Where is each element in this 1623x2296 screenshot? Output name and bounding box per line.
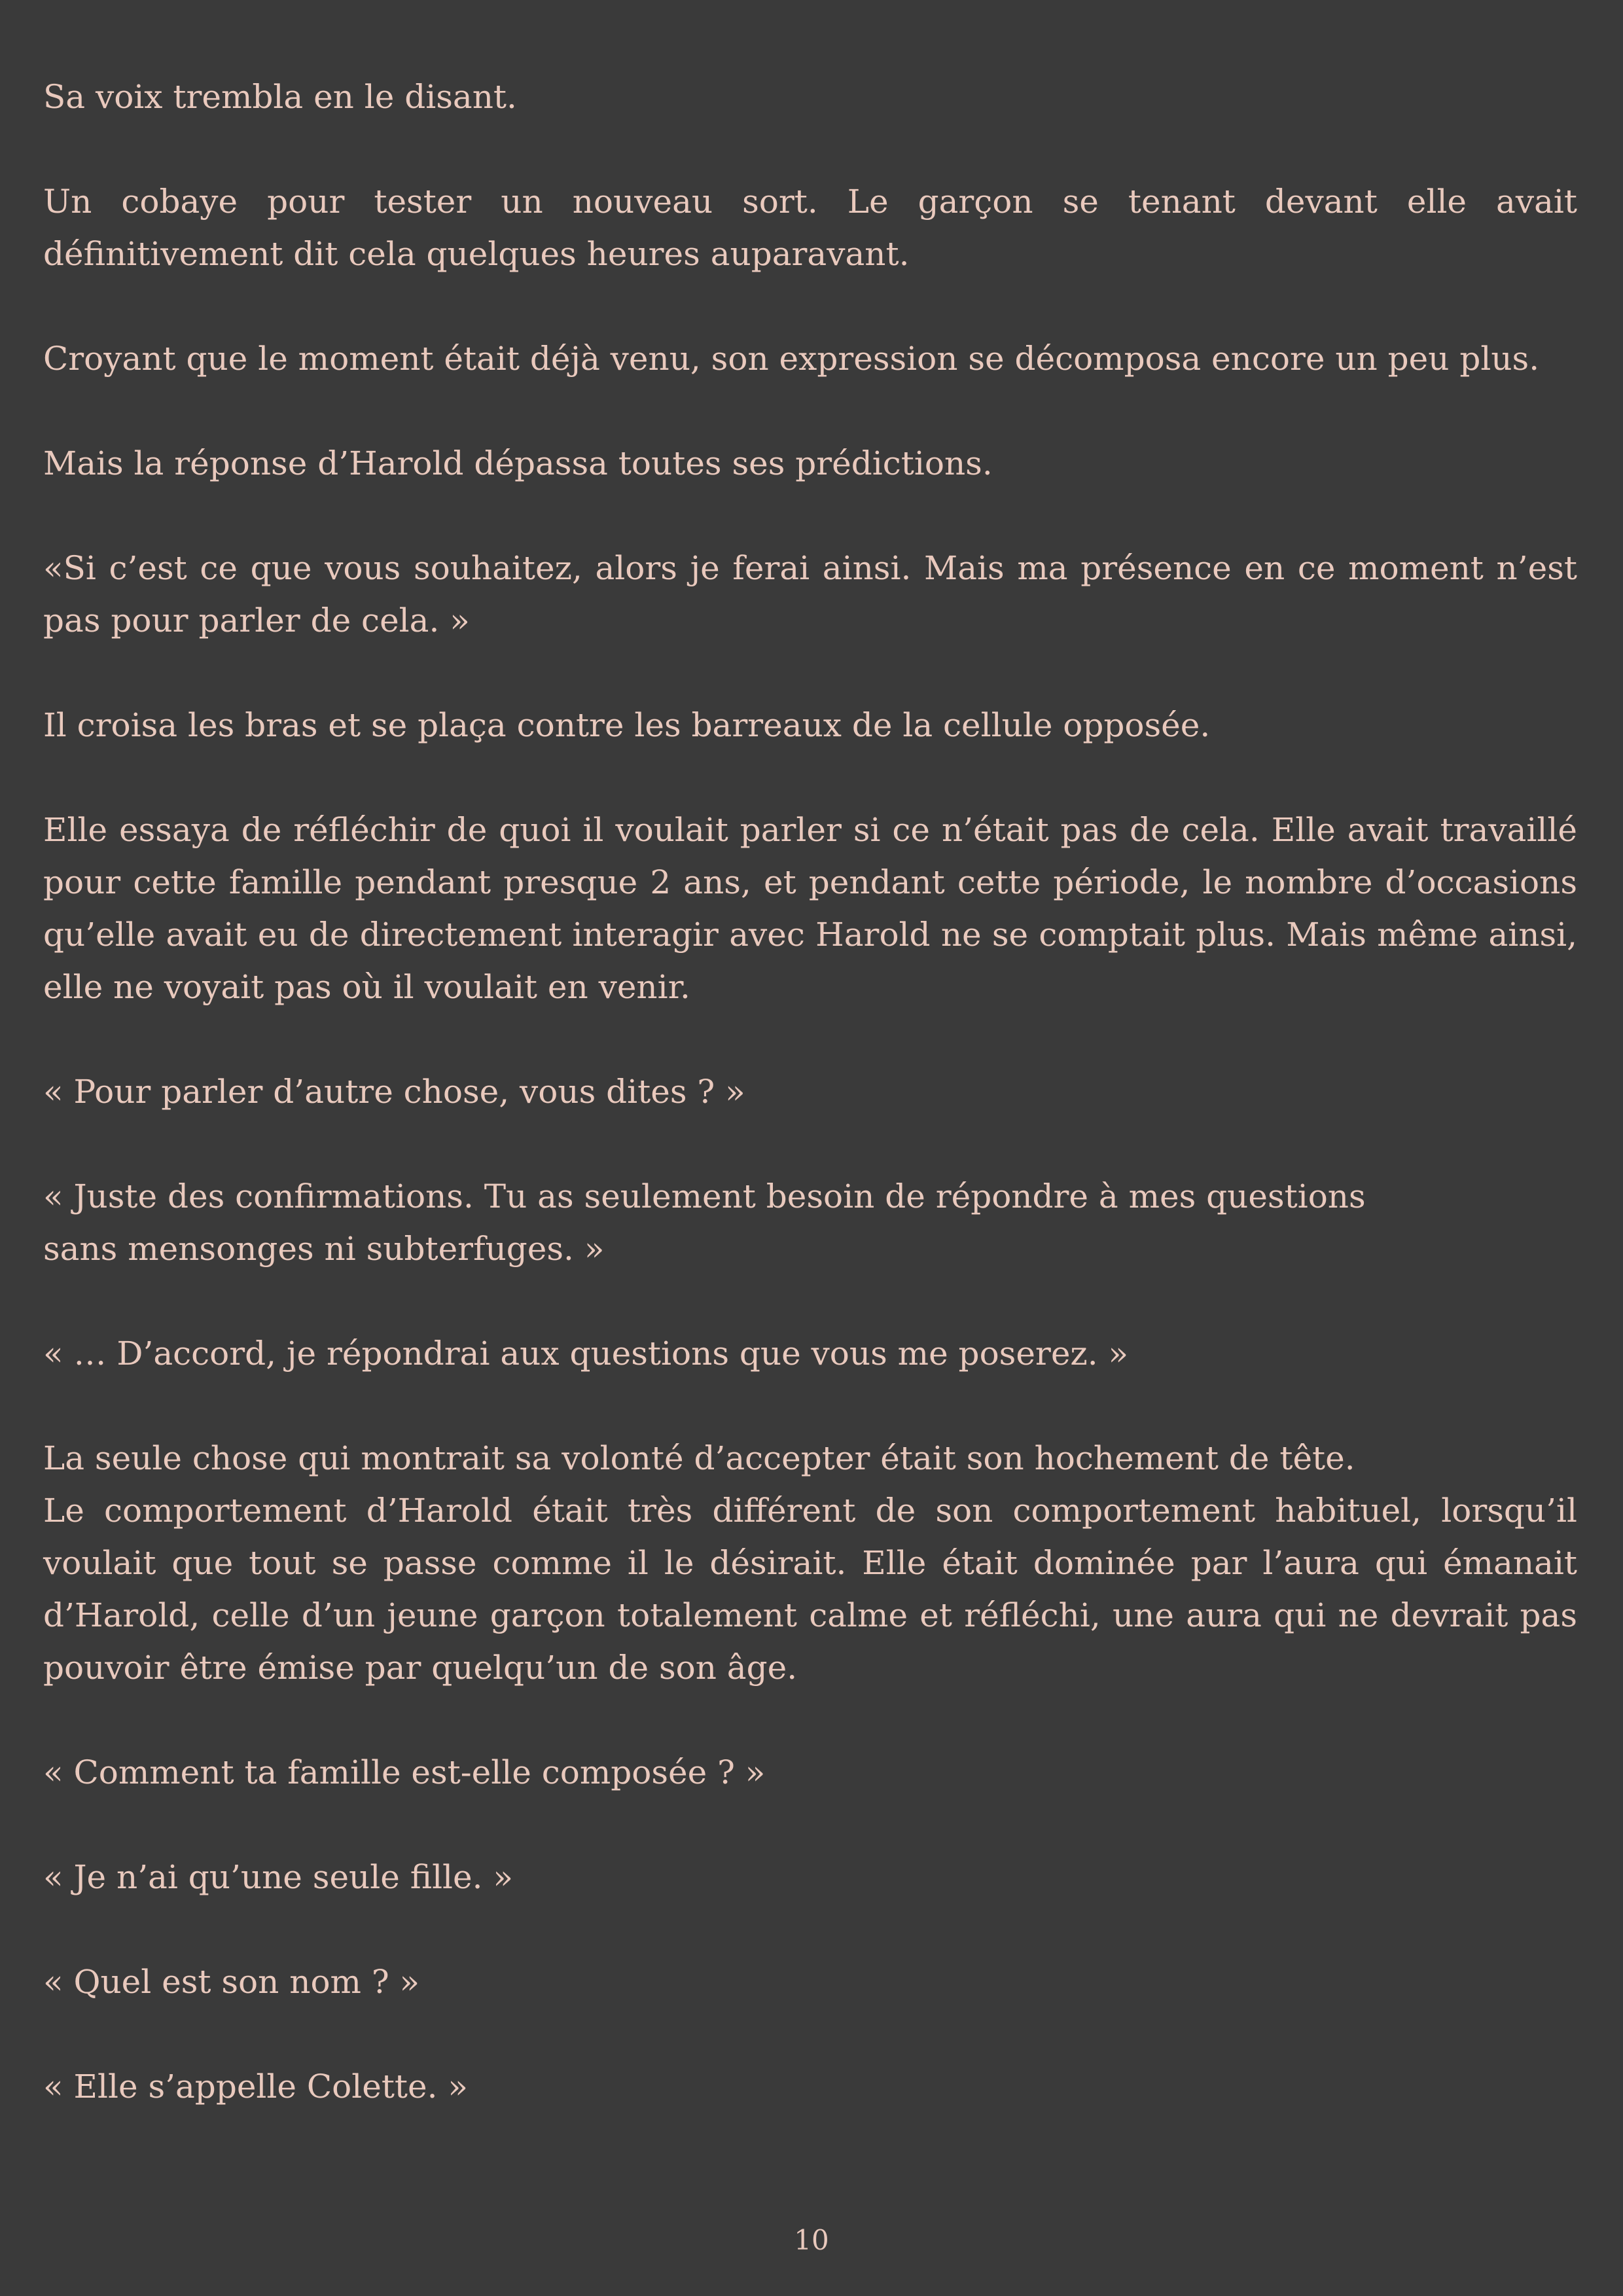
paragraph: « Pour parler d’autre chose, vous dites ? » bbox=[43, 1073, 745, 1111]
paragraph-line: sans mensonges ni subterfuges. » bbox=[43, 1230, 605, 1268]
page-number: 10 bbox=[794, 2224, 829, 2256]
paragraph: Mais la réponse d’Harold dépassa toutes ses prédictions. bbox=[43, 444, 993, 482]
paragraph: « Elle s’appelle Colette. » bbox=[43, 2068, 468, 2106]
paragraph: « Quel est son nom ? » bbox=[43, 1963, 420, 2001]
paragraph-line: « Juste des confirmations. Tu as seulement besoin de répondre à mes questions bbox=[43, 1177, 1366, 1215]
paragraph-line: La seule chose qui montrait sa volonté d’accepter était son hochement de tête. bbox=[43, 1439, 1355, 1477]
paragraph bbox=[43, 1432, 1577, 1694]
paragraph: Un cobaye pour tester un nouveau sort. Le garçon se tenant devant elle avait définitivement dit cela quelques heures auparavant. bbox=[43, 183, 1577, 273]
paragraph: Il croisa les bras et se plaça contre les barreaux de la cellule opposée. bbox=[43, 706, 1211, 744]
paragraph-line: Le comportement d’Harold était très différent de son comportement habituel, lorsqu’il voulait que tout se passe comme il le désirait. Elle était dominée par l’aura qui émanait d’Harold, celle d’un jeune garçon totalement calme et réfléchi, une aura qui ne devrait pas pouvoir être émise par quelqu’un de son âge. bbox=[43, 1492, 1577, 1687]
paragraph: Elle essaya de réfléchir de quoi il voulait parler si ce n’était pas de cela. Elle avait travaillé pour cette famille pendant presque 2 ans, et pendant cette période, le nombre d’occasions qu’elle avait eu de directement interagir avec Harold ne se comptait plus. Mais même ainsi, elle ne voyait pas où il voulait en venir. bbox=[43, 811, 1577, 1006]
paragraph: Croyant que le moment était déjà venu, son expression se décomposa encore un peu plus. bbox=[43, 340, 1540, 378]
paragraph: Sa voix trembla en le disant. bbox=[43, 78, 517, 116]
paragraph: « … D’accord, je répondrai aux questions que vous me poserez. » bbox=[43, 1335, 1129, 1372]
paragraph: «Si c’est ce que vous souhaitez, alors je ferai ainsi. Mais ma présence en ce moment n’est pas pour parler de cela. » bbox=[43, 549, 1577, 639]
paragraph bbox=[43, 1170, 1577, 1275]
paragraph: « Je n’ai qu’une seule fille. » bbox=[43, 1858, 514, 1896]
page-body bbox=[43, 71, 1577, 2113]
paragraph: « Comment ta famille est-elle composée ? » bbox=[43, 1753, 766, 1791]
